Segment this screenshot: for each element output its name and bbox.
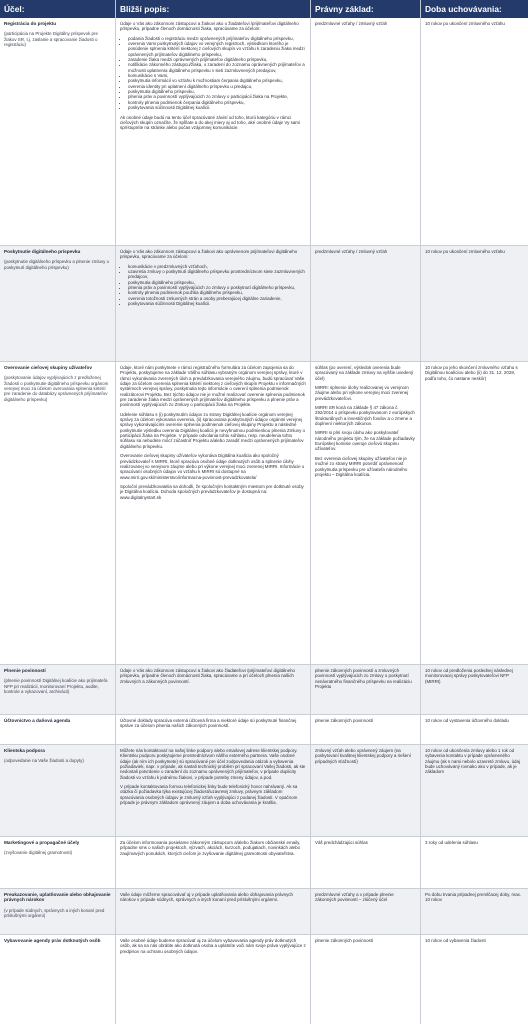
retention-cell: 3 roky od udelenia súhlasu [420,837,528,888]
description-intro: Údaje o Vás ako zákonnom zástupcovi a žiakovi ako oprávnenom prijímateľovi digitálneho príspevku, spracúvame za účelom: [120,249,298,260]
table-row [0,18,528,246]
description-cell [115,246,310,361]
list-item: • poskytnutia digitálneho príspevku, [128,280,306,285]
description-cell: Vaše osobné údaje budeme spracúvať aj za účelom vybavovania agendy práv dotknutých osôb, ak sa na nás obrátite ako dotknutá osoba a uplatníte voči nám svoje práva vyplývajúce z predpisov na ochranu osobných údajov. [115,935,310,1024]
header-retention: Doba uchovávania: [425,4,502,14]
retention-cell: 10 rokov od predloženia poslednej následnej monitorovacej správy poskytovateľovi NFP (MIRRI) [420,665,528,714]
purpose-cell [0,362,115,664]
legal-basis-paragraph: súhlas (po overení, výsledok overenia bude spracúvaný na základe zmluvy na vyššie uvedený účel) [315,365,414,381]
purpose-title: Klientska podpora [4,748,45,753]
purpose-note: (participácia na Projekte Digitálny príspevok pre žiakov SR, t.j. zaslanie a spracovanie žiadosti o registráciu) [4,31,98,48]
table-row [0,889,528,935]
purpose-cell [0,665,115,714]
description-paragraph: Údaje, ktoré nám poskytnete v rámci registračného formulára za účelom zapojenia sa do Projektu, poskytujeme na základe Vášho súhlasu vybraným orgánom verejnej správy, ktoré v rámci vykonávania zverených úloh a prevádzkovania verejného záujmu, budú spracúvať Vaše údaje za účelom overenia splnenia kritérií niektorej z cieľových skupín Projektu v informačných systémoch verejnej správy, poskytnutia tejto informácie o overení splnenia podmienok realizátorovi Projektu. Bez týchto údajov nie je možné realizovať overenie splnenia podmienok pre zaradenie žiaka medzi oprávnených prijímateľov digitálneho príspevku a plnenie práv a povinností vyplývajúcich zo Zmluvy o participácii žiaka na Projekte. [120,365,306,408]
list-item: • uzavretia zmluvy o poskytnutí digitálneho príspevku prostredníctvom siete zazmluvnených predajcov, [128,269,306,280]
list-item: • plnenia práv a povinností vyplývajúcich zo zmluvy o poskytnutí digitálneho príspevku, [128,285,306,290]
description-paragraph: V prípade kontaktovania formou telefonickej linky bude telefonický hovor nahrávaný. Ak sa otázka či požiadavka týka existujúcej žiadosti/uzavretej zmluvy, právnym základom spracúvania osobných údajov je zmluvný vzťah vyplývajúci z podanej žiadosti. V opačnom prípade je právnym základom oprávnený záujem a doba uchovávania je kratšia. [120,784,298,806]
description-list [120,36,306,111]
description-intro: Údaje o Vás ako zákonnom zástupcovi a žiakovi ako o žiadateľovi /prijímateľovi digitálneho príspevku, prípadne členoch domácnosti žiaka, spracúvame za účelom: [120,21,299,32]
purpose-cell [0,18,115,245]
table-row [0,246,528,362]
purpose-note: (plnenie povinností Digitálnej koalície ako prijímateľa NFP pri realizácii, monitorovaní Projektu, audite, kontrole a vykazovaní, archivácii) [4,678,108,695]
header-legal-basis: Právny základ: [315,4,374,14]
list-item: • overenia identity pri uplatnení digitálneho príspevku u predajcu, [128,84,306,89]
list-item: • kontroly plnenia podmienok čerpania digitálneho príspevku, [128,100,306,105]
purpose-title: Registrácia do projektu [4,21,57,26]
purpose-cell [0,246,115,361]
legal-basis-cell: zmluvný vzťah alebo oprávnený záujem (na poskytovaní kvalitnej klientskej podpory a riešení prípadných sťažností) [310,745,420,836]
legal-basis-paragraph: MIRRI SR koná na základe § 47 zákona č. 292/2014 o príspevku poskytovanom z európskych štrukturálnych a investičných fondov a o zmene a doplnení niektorých zákonov. [315,405,415,427]
purpose-cell [0,715,115,744]
list-item: • overenia totožnosti zmluvných strán a osoby preberajúcej digitálne zariadenie, [128,296,306,301]
legal-basis-cell: predzmluvné vzťahy / zmluvný vzťah [310,18,420,245]
description-paragraph: Môžete nás kontaktovať na našej linke podpory alebo emailovej adrese klientskej podpory. Klientsku podporu poskytujeme prostredníctvom nášho externého partnera. Vaše osobné údaje (ak ním ich poskytnete) sú spracúvané pre účel zodpovedania otázok a vybavenia požiadaviek, napr. v prípade, ak nastali technický problém pri spracovaní Vašej žiadosti, ak ste nedostali potvrdenie o zaradení do zoznamu oprávnených prijímateľov, v prípade duplicity žiadosti vo vzťahu k jednému žiakovi, v prípade potreby zmeny údajov, a pod. [120,748,306,780]
table-row [0,745,528,837]
description-cell: Vaše údaje môžeme spracovávať aj v prípade uplatňovania alebo obhajovania právnych nárokov v prípade súdnych, správnych a iných konaní pred príslušnými orgánmi. [115,889,310,934]
legal-basis-paragraph: MIRRI: splnenie úlohy realizovanej vo verejnom záujme alebo pri výkone verejnej moci zverenej prevádzkovateľovi. [315,385,409,401]
legal-basis-cell: plnenie zákonných povinností [310,935,420,1024]
list-item: • kontroly plnenia podmienok použitia digitálneho príspevku, [128,290,306,295]
purpose-note: (poskytovanie údajov vyplývajúcich z predloženej žiadosti o poskytnutie digitálneho príspevku orgánom verejnej moci za účelom overovania splnenia kritérií pre zaradenie do databázy oprávnených prijímateľov digitálneho príspevku) [4,375,109,402]
list-item: • overenia Vami poskytnutých údajov vo verejných registroch, výsledkom ktorého je posúdenie splnenia kritérií niektorej z cieľových skupín vo vzťahu k zaradeniu žiaka medzi oprávnených prijímateľov digitálneho príspevku, [128,41,306,57]
description-cell [115,18,310,245]
purpose-title: Preukazovanie, uplatňovanie alebo obhajovanie právnych nárokov [4,892,111,903]
table-header [0,0,528,18]
description-cell [115,362,310,664]
retention-cell: 10 rokov po jeho skončení zmluvného vzťahu s Digitálnou koalíciou alebo (ii) do 31. 12. 2028, podľa toho, čo nastane neskôr) [420,362,528,664]
legal-basis-cell: predzmluvné vzťahy / zmluvný vzťah [310,246,420,361]
retention-cell: 10 rokov po ukončení zmluvného vzťahu [420,246,528,361]
purpose-title: Vybavovanie agendy práv dotknutých osôb [4,938,101,943]
legal-basis-cell: plnenie zákonných povinností [310,715,420,744]
list-item: • poskytnutia informácií vo vzťahu k možnostiam čerpania digitálneho príspevku, [128,78,306,83]
retention-cell: 10 rokov od vystavenia účtovného dokladu [420,715,528,744]
header-description: Bližší popis: [120,4,170,14]
legal-basis-cell: Váš predchádzajúci súhlas [310,837,420,888]
purpose-cell [0,745,115,836]
description-cell [115,745,310,836]
table-row [0,935,528,1024]
list-item: • poskytnutia digitálneho príspevku, [128,89,306,94]
list-item: • podania žiadosti o registráciu medzi oprávnených prijímateľov digitálneho príspevku, [128,36,306,41]
legal-basis-cell [310,362,420,664]
list-item: • plnenia práv a povinností vyplývajúcich zo zmluvy o participácii žiaka na Projekte, [128,94,306,99]
legal-basis-paragraph: Bez overenia cieľovej skupiny užívateľov nie je možné zo strany MIRRI potvrdiť oprávnenosť poskytnutia príspevku pre užívateľa národného projektu – Digitálna koalícia. [315,455,408,477]
list-item: • zaradenie žiaka medzi oprávnených prijímateľov digitálneho príspevku, [128,57,306,62]
purpose-title: Marketingové a propagačné účely [4,840,80,845]
description-paragraph: Overovanie cieľovej skupiny užívateľov vykonáva Digitálna koalícia ako spoločný prevádzkovateľ s MIRRI, ktoré spracúva osobné údaje dotknutých osôb a splnenie úlohy realizovanej vo verejnom záujme alebo pri výkone verejnej moci zverenej MIRRI. Informácie o spracúvaní osobných údajov vo vzťahu k MIRRI sú dostupné na www.mirri.gov.sk/ministerstvo/informacna-povinnost-prevadzkovatela/ [120,453,305,480]
retention-cell: 10 rokov po ukončení zmluvného vzťahu [420,18,528,245]
list-item: • poskytovania súčinnosti Digitálnej koalícii. [128,301,306,306]
list-item: • notifikácie zákonného zástupcu/žiaka, o zaradení do zoznamu oprávnených prijímateľov a možnosti uplatnenia digitálneho príspevku v sieti zazmluvnených predajcov, [128,62,306,73]
purpose-title: Poskytnutie digitálneho príspevku [4,249,81,254]
purpose-note: (poskytnutie digitálneho príspevku a plnenie zmluvy o poskytnutí digitálneho príspevku) [4,259,110,270]
table-row [0,837,528,889]
description-list [120,264,306,307]
purpose-title: Účtovníctvo a daňová agenda [4,718,71,723]
list-item: • poskytovania súčinnosti Digitálnej koalícii. [128,105,306,110]
legal-basis-paragraph: MIRRI si plní svoju úlohu ako poskytovateľ národného projektu tým, že na základe požiadavky Európskej komisie overuje cieľovú skupinu užívateľov. [315,430,415,452]
description-cell: Účtovné doklady spracúva externá účtovná firma a niektoré údaje sú poskytnuté finančnej správe za účelom plnenia našich zákonných povinností. [115,715,310,744]
table-row [0,362,528,665]
purpose-note: (v prípade súdnych, správnych a iných konaní pred príslušnými orgánmi) [4,907,105,919]
description-cell: Údaje o Vás ako zákonnom zástupcovi a žiakovi ako žiadateľovi /prijímateľovi digitálneho príspevku, prípadne členoch domácnosti žiaka, spracúvame a pri účeloch plnenia našich zmluvných a zákonných povinností. [115,665,310,714]
purpose-cell [0,935,115,1024]
legal-basis-cell: plnenie zákonných povinností a zmluvných povinností vyplývajúcich zo zmluvy o poskytnutí nenávratného finančného príspevku na realizáciu Projektu [310,665,420,714]
purpose-cell [0,837,115,888]
description-paragraph: Udelenie súhlasu s (i) poskytnutím údajov zo strany Digitálnej koalície orgánom verejnej správy za účelom vykonania overenia, (ii) spracovania poskytnutých údajov orgánmi verejnej správy vykonávajúcimi overenie splnenia podmienok cieľovej skupiny Projektu a následné poskytnutie výsledku overenia Digitálnej koalícii je nevyhnutnou podmienkou plnenia Zmluvy o participácii žiaka na Projekte. V prípade odvolania tohto súhlasu, resp. neudelenia tohto súhlasu sa nebudete môcť zúčastniť Projektu a/alebo zaradiť medzi oprávnených prijímateľov digitálneho príspevku. [120,411,306,449]
list-item: • komunikácie v predzmluvných vzťahoch, [128,264,306,269]
purpose-note: (odpovedanie na Vaše žiadosti a dopyty) [4,758,84,764]
purpose-cell [0,889,115,934]
legal-basis-cell: predzmluvné vzťahy a v prípade plnenie zákonných povinností – zlúčený účel [310,889,420,934]
retention-cell: 10 rokov od vybavenia žiadosti [420,935,528,1024]
retention-cell: Po dobu trvania prípadnej premlčacej doby, max. 10 rokov [420,889,528,934]
purpose-title: Overovanie cieľovej skupiny užívateľov [4,365,93,370]
description-cell: Za účelom informovania posielame zákonným zástupcom a/alebo žiakom občianské emaily, prípadne sms o našich projektoch, výzvach, akciách, kurzoch, podujatiach, novinkách alebo zaujímavých ponukách, ktorých cieľom je zvyšovanie digitálnej gramotnosti obyvateľstva. [115,837,310,888]
retention-cell: 10 rokov od ukončenia zmluvy alebo 1 rok od vybavenia kontaktu v prípade oprávneného záujmu (ak s nami nebolo uzavreté zmluvu, údaj bude uchovávaný rovnako ako v prípade, ak je základom [420,745,528,836]
table-row [0,715,528,745]
purpose-note: (zvyšovanie digitálnej gramotnosti) [4,850,73,856]
purpose-title: Plnenie povinností [4,668,46,673]
table-row [0,665,528,715]
header-purpose: Účel: [4,4,25,14]
description-outro: Ak osobné údaje budú na tento účel spracúvané závisí od toho, ktorú kategóriu v rámci cieľových skupín označíte, že spĺňate a do akej miery aj od toho, aké osobné údaje Vy sami sprístupníte na stránke alebo počas vzájomnej komunikácie. [120,114,300,131]
description-paragraph: Spoloční prevádzkovatelia sa dohodli, že spoločným kontaktným miestom pre dotknuté osoby je Digitálna koalícia. Dohoda spoločných prevádzkovateľov je dostupná na: www.digitalnystart.sk [120,483,304,500]
list-item: • komunikácie s Vami, [128,73,306,78]
